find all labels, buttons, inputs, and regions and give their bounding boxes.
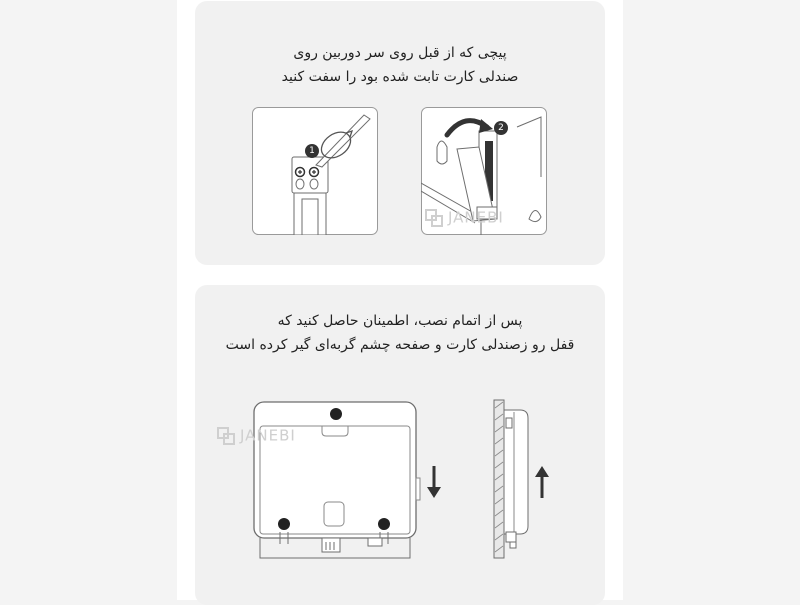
watermark — [424, 208, 504, 228]
step-2-caption — [195, 309, 605, 357]
janebi-logo-icon — [424, 208, 444, 228]
step-marker-2: 2 — [494, 121, 508, 135]
lock-side-view-illustration — [490, 398, 536, 560]
screw-tightening-illustration — [252, 107, 378, 235]
watermark-text: JANEBI — [448, 208, 504, 227]
caption-line: صندلی کارت تابت شده بود را سفت کنید — [281, 69, 519, 85]
caption-line: قفل رو زصندلی کارت و صفحه چشم گربه‌ای گیر کرده است — [225, 337, 575, 353]
janebi-logo-icon — [216, 426, 236, 446]
watermark — [216, 426, 296, 446]
step-marker-1: 1 — [305, 144, 319, 158]
lock-front-view-illustration — [250, 398, 422, 560]
caption-line: پیچی که از قبل روی سر دوربین روی — [293, 45, 507, 61]
arrow-up-icon — [535, 466, 549, 498]
arrow-down-icon — [427, 466, 441, 498]
caption-line: پس از اتمام نصب، اطمینان حاصل کنید که — [277, 313, 523, 329]
watermark-text: JANEBI — [240, 426, 296, 445]
step-1-caption — [195, 41, 605, 89]
